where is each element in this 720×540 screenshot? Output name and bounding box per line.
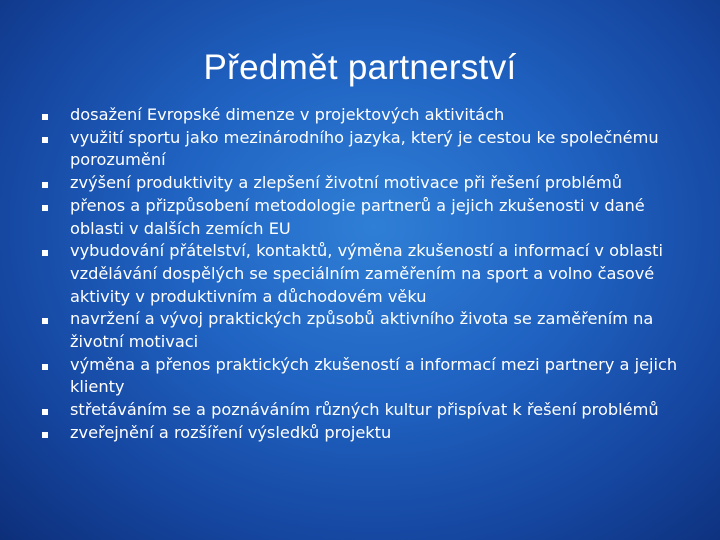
bullet-text: zveřejnění a rozšíření výsledků projektu (70, 422, 392, 442)
slide-title: Předmět partnerství (203, 48, 517, 87)
bullet-text: zvýšení produktivity a zlepšení životní motivace při řešení problémů (70, 173, 623, 193)
square-bullet-icon (42, 114, 48, 120)
square-bullet-icon (42, 409, 48, 415)
bullet-text: vybudování přátelství, kontaktů, výměna zkušeností a informací v oblasti vzdělávání dospělých se speciálním zaměřením na sport a volno časové aktivity v produktivním a důchodovém věku (70, 241, 664, 306)
square-bullet-icon (42, 205, 48, 211)
bullet-text: dosažení Evropské dimenze v projektových aktivitách (70, 105, 505, 124)
square-bullet-icon (42, 137, 48, 143)
square-bullet-icon (42, 364, 48, 370)
bullet-text: přenos a přizpůsobení metodologie partnerů a jejich zkušenosti v dané oblasti v dalších zemích EU (70, 195, 645, 238)
bullet-item (40, 354, 680, 399)
bullet-item (40, 127, 680, 172)
square-bullet-icon (42, 318, 48, 324)
bullet-text: využití sportu jako mezinárodního jazyka, který je cestou ke společnému porozumění (70, 127, 659, 170)
square-bullet-icon (42, 432, 48, 438)
bullet-item (40, 104, 680, 127)
bullet-item (40, 195, 680, 240)
bullet-item (40, 240, 680, 308)
bullet-text: výměna a přenos praktických zkušeností a informací mezi partnery a jejich klienty (70, 354, 678, 397)
bullet-item (40, 422, 680, 445)
bullet-text: navržení a vývoj praktických způsobů aktivního života se zaměřením na životní motivaci (70, 309, 654, 352)
bullet-text: střetáváním se a poznáváním různých kultur přispívat k řešení problémů (70, 400, 659, 420)
bullet-item (40, 308, 680, 353)
square-bullet-icon (42, 182, 48, 188)
bullet-list (40, 104, 680, 445)
bullet-item (40, 172, 680, 195)
bullet-item (40, 399, 680, 422)
square-bullet-icon (42, 250, 48, 256)
